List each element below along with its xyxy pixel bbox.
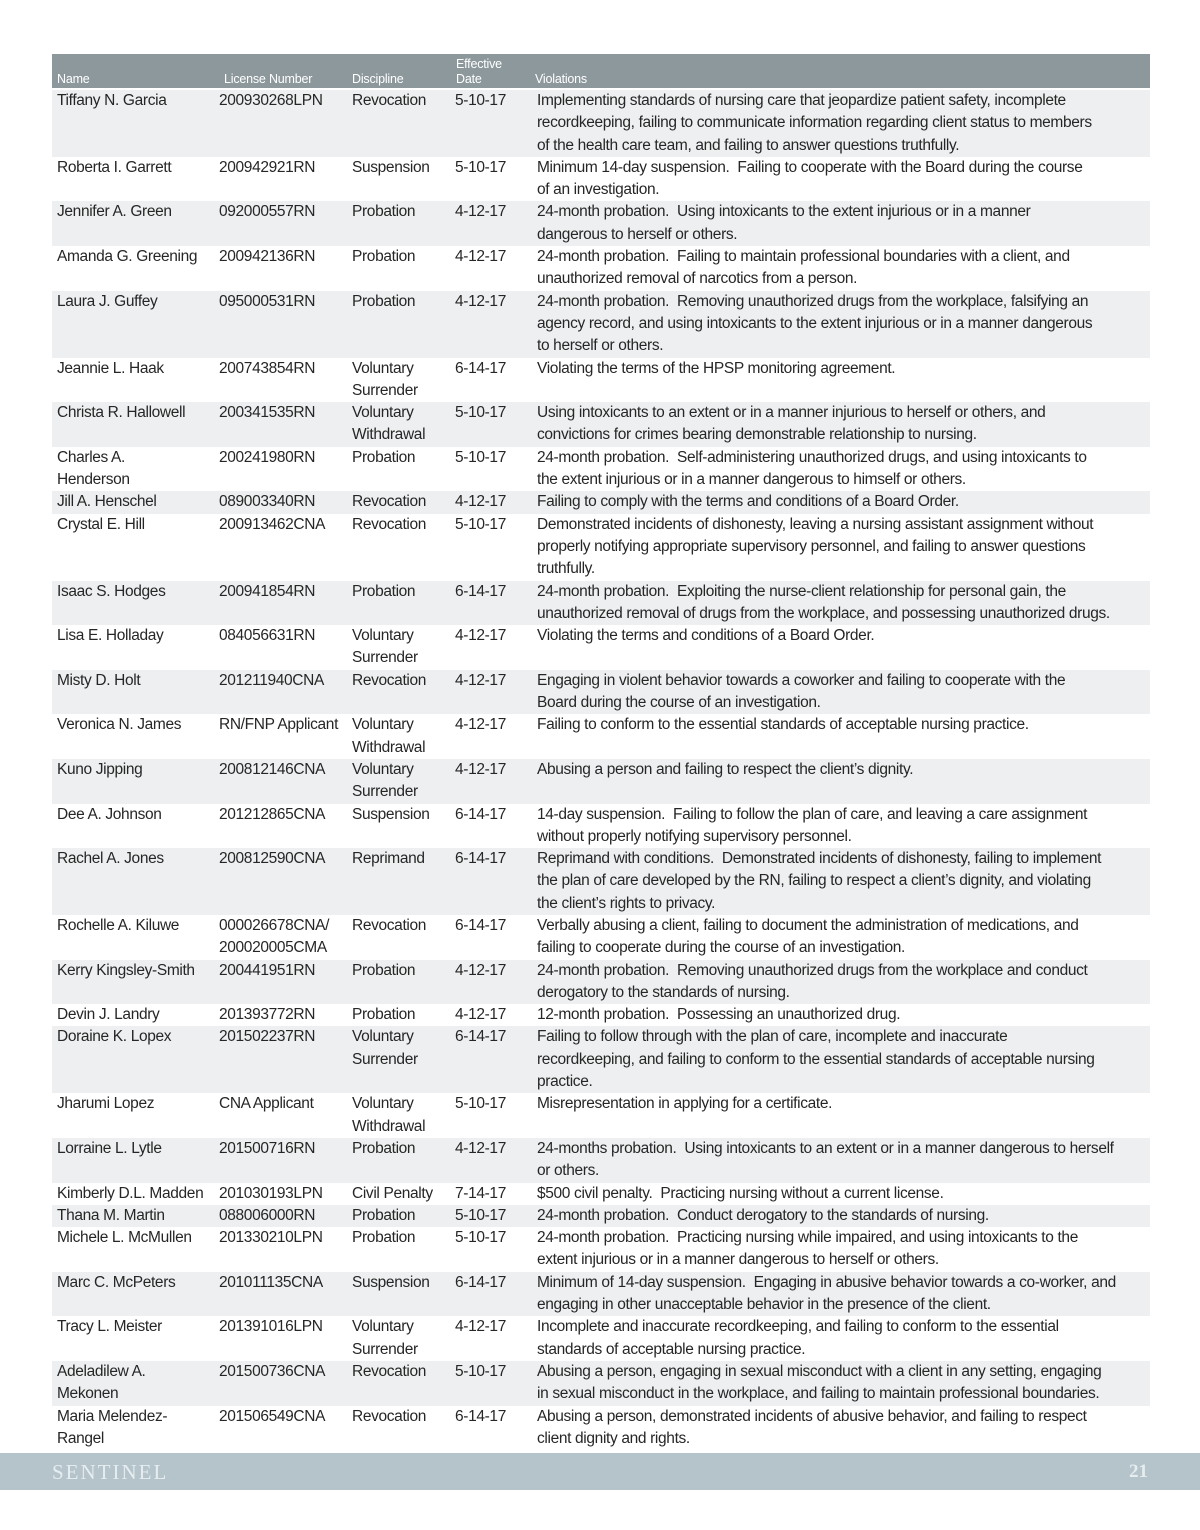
license-holder-name: Rachel A. Jones bbox=[57, 850, 164, 868]
discipline: Revocation bbox=[352, 916, 427, 934]
effective-date: 4-12-17 bbox=[455, 961, 506, 979]
violations: 24-month probation. Failing to maintain professional boundaries with a client, and unauthorized removal of narcotics from a person. bbox=[537, 248, 1070, 288]
discipline: Voluntary Surrender bbox=[352, 1028, 418, 1068]
page-number: 21 bbox=[1129, 1461, 1148, 1482]
effective-date: 6-14-17 bbox=[455, 582, 506, 600]
effective-date: 4-12-17 bbox=[455, 1318, 506, 1336]
table-body bbox=[52, 90, 1150, 1450]
license-number: 089003340RN bbox=[219, 493, 316, 511]
effective-date: 5-10-17 bbox=[455, 1362, 506, 1380]
license-holder-name: Doraine K. Lopex bbox=[57, 1028, 172, 1046]
license-number: 200941854RN bbox=[219, 582, 316, 600]
table-row bbox=[52, 714, 1150, 759]
table-row bbox=[52, 625, 1150, 670]
effective-date: 4-12-17 bbox=[455, 203, 506, 221]
license-number: 201500716RN bbox=[219, 1139, 316, 1157]
discipline: Probation bbox=[352, 961, 416, 979]
publication-name: SENTINEL bbox=[52, 1460, 169, 1484]
license-holder-name: Lisa E. Holladay bbox=[57, 627, 164, 645]
violations: Violating the terms of the HPSP monitoring agreement. bbox=[537, 359, 896, 377]
license-holder-name: Lorraine L. Lytle bbox=[57, 1139, 162, 1157]
license-holder-name: Jeannie L. Haak bbox=[57, 359, 164, 377]
license-number: 200743854RN bbox=[219, 359, 316, 377]
table-row bbox=[52, 1026, 1150, 1093]
discipline: Voluntary Surrender bbox=[352, 760, 418, 801]
license-holder-name: Jennifer A. Green bbox=[57, 203, 172, 221]
license-holder-name: Kerry Kingsley-Smith bbox=[57, 961, 195, 979]
license-number: 095000531RN bbox=[219, 292, 316, 310]
violations: Reprimand with conditions. Demonstrated incidents of dishonesty, failing to implement the plan of care developed by the RN, failing to respect a client’s dignity, and violating the client’s rights to privacy. bbox=[537, 850, 1102, 912]
effective-date: 6-14-17 bbox=[455, 850, 506, 868]
discipline: Reprimand bbox=[352, 850, 425, 868]
discipline: Probation bbox=[352, 1206, 416, 1224]
discipline: Probation bbox=[352, 1229, 416, 1247]
violations: Failing to follow through with the plan of care, incomplete and inaccurate recordkeeping, and failing to conform to the essential standards of acceptable nursing practice. bbox=[537, 1028, 1095, 1091]
table-header bbox=[52, 54, 1150, 88]
discipline: Probation bbox=[352, 203, 416, 221]
violations: Using intoxicants to an extent or in a manner injurious to herself or others, and convictions for crimes bearing demonstrable relationship to nursing. bbox=[537, 404, 1046, 444]
violations: 24-month probation. Removing unauthorized drugs from the workplace, falsifying an agency record, and using intoxicants to the extent injurious or in a manner dangerous to herself or others. bbox=[537, 292, 1093, 355]
table-row bbox=[52, 1205, 1150, 1227]
license-number: 200930268LPN bbox=[219, 92, 323, 109]
effective-date: 6-14-17 bbox=[455, 1407, 506, 1425]
license-number: 000026678CNA/ 200020005CMA bbox=[219, 916, 330, 957]
violations: Failing to conform to the essential standards of acceptable nursing practice. bbox=[537, 716, 1029, 734]
license-number: 200812590CNA bbox=[219, 850, 326, 868]
violations: 24-month probation. Removing unauthorized drugs from the workplace and conduct derogatory to the standards of nursing. bbox=[537, 961, 1088, 1001]
license-number: RN/FNP Applicant bbox=[219, 716, 339, 734]
license-holder-name: Jill A. Henschel bbox=[57, 493, 157, 511]
effective-date: 7-14-17 bbox=[455, 1184, 506, 1202]
discipline: Revocation bbox=[352, 1407, 427, 1425]
footer-band bbox=[0, 1453, 1200, 1490]
license-number: 200341535RN bbox=[219, 404, 316, 422]
table-row bbox=[52, 491, 1150, 513]
license-holder-name: Roberta I. Garrett bbox=[57, 158, 172, 176]
table-row bbox=[52, 915, 1150, 960]
discipline-table bbox=[52, 54, 1150, 1450]
discipline: Revocation bbox=[352, 493, 427, 511]
license-holder-name: Marc C. McPeters bbox=[57, 1273, 176, 1291]
effective-date: 4-12-17 bbox=[455, 292, 506, 310]
table-row bbox=[52, 759, 1150, 804]
license-number: 201211940CNA bbox=[219, 671, 324, 689]
table-row bbox=[52, 1138, 1150, 1183]
license-holder-name: Adeladilew A. Mekonen bbox=[57, 1362, 146, 1403]
license-number: 200441951RN bbox=[219, 961, 316, 979]
license-number: 200942921RN bbox=[219, 158, 316, 176]
license-number: 201212865CNA bbox=[219, 805, 326, 823]
table-row bbox=[52, 1093, 1150, 1138]
violations: Engaging in violent behavior towards a coworker and failing to cooperate with the Board during the course of an investigation. bbox=[537, 671, 1066, 712]
license-number: CNA Applicant bbox=[219, 1095, 314, 1113]
license-number: 201030193LPN bbox=[219, 1184, 323, 1202]
effective-date: 5-10-17 bbox=[455, 1206, 506, 1224]
column-header-violations: Violations bbox=[535, 71, 587, 86]
violations: Minimum 14-day suspension. Failing to cooperate with the Board during the course of an investigation. bbox=[537, 158, 1083, 199]
effective-date: 6-14-17 bbox=[455, 916, 506, 934]
license-number: 201330210LPN bbox=[219, 1229, 323, 1247]
license-holder-name: Tracy L. Meister bbox=[57, 1318, 162, 1336]
discipline: Revocation bbox=[352, 1362, 427, 1380]
discipline: Probation bbox=[352, 582, 416, 600]
license-holder-name: Misty D. Holt bbox=[57, 671, 141, 689]
column-header-license-number: License Number bbox=[224, 71, 313, 86]
table-row bbox=[52, 1406, 1150, 1451]
table-row bbox=[52, 960, 1150, 1005]
discipline: Voluntary Withdrawal bbox=[352, 404, 426, 444]
license-holder-name: Tiffany N. Garcia bbox=[57, 92, 167, 109]
discipline: Revocation bbox=[352, 671, 427, 689]
effective-date: 6-14-17 bbox=[455, 1028, 506, 1046]
violations: 14-day suspension. Failing to follow the plan of care, and leaving a care assignment without properly notifying supervisory personnel. bbox=[537, 805, 1088, 845]
violations: Failing to comply with the terms and conditions of a Board Order. bbox=[537, 493, 959, 511]
table-row bbox=[52, 1227, 1150, 1272]
license-holder-name: Devin J. Landry bbox=[57, 1006, 160, 1024]
table-row bbox=[52, 90, 1150, 157]
violations: 24-month probation. Exploiting the nurse-client relationship for personal gain, the unauthorized removal of drugs from the workplace, and possessing unauthorized drugs. bbox=[537, 582, 1110, 622]
discipline: Voluntary Surrender bbox=[352, 359, 418, 399]
license-holder-name: Amanda G. Greening bbox=[57, 248, 198, 266]
license-number: 201500736CNA bbox=[219, 1362, 326, 1380]
license-number: 200812146CNA bbox=[219, 760, 326, 778]
table-row bbox=[52, 670, 1150, 715]
table-row bbox=[52, 804, 1150, 849]
license-number: 201011135CNA bbox=[219, 1273, 323, 1291]
discipline: Probation bbox=[352, 1139, 416, 1157]
license-number: 201393772RN bbox=[219, 1006, 316, 1024]
violations: $500 civil penalty. Practicing nursing without a current license. bbox=[537, 1184, 944, 1202]
table-row bbox=[52, 848, 1150, 915]
table-row bbox=[52, 1272, 1150, 1317]
table-row bbox=[52, 291, 1150, 358]
effective-date: 5-10-17 bbox=[455, 1095, 506, 1113]
discipline: Voluntary Withdrawal bbox=[352, 716, 426, 756]
effective-date: 4-12-17 bbox=[455, 493, 506, 511]
discipline: Suspension bbox=[352, 1273, 430, 1291]
license-number: 200241980RN bbox=[219, 448, 316, 466]
license-holder-name: Isaac S. Hodges bbox=[57, 582, 166, 600]
license-holder-name: Rochelle A. Kiluwe bbox=[57, 916, 180, 934]
table-row bbox=[52, 447, 1150, 492]
table-row bbox=[52, 201, 1150, 246]
discipline: Civil Penalty bbox=[352, 1184, 433, 1202]
discipline: Suspension bbox=[352, 158, 430, 176]
license-holder-name: Thana M. Martin bbox=[57, 1206, 165, 1224]
license-holder-name: Jharumi Lopez bbox=[57, 1095, 155, 1113]
column-header-effective-date: Effective Date bbox=[456, 57, 502, 86]
effective-date: 6-14-17 bbox=[455, 805, 506, 823]
table-row bbox=[52, 358, 1150, 403]
license-holder-name: Laura J. Guffey bbox=[57, 292, 158, 310]
violations: 12-month probation. Possessing an unauthorized drug. bbox=[537, 1006, 901, 1024]
effective-date: 6-14-17 bbox=[455, 1273, 506, 1291]
license-holder-name: Dee A. Johnson bbox=[57, 805, 162, 823]
discipline: Probation bbox=[352, 448, 416, 466]
discipline: Probation bbox=[352, 248, 416, 266]
license-number: 092000557RN bbox=[219, 203, 316, 221]
effective-date: 4-12-17 bbox=[455, 760, 506, 778]
effective-date: 4-12-17 bbox=[455, 627, 506, 645]
license-holder-name: Kimberly D.L. Madden bbox=[57, 1184, 204, 1202]
discipline: Voluntary Surrender bbox=[352, 627, 418, 667]
effective-date: 4-12-17 bbox=[455, 716, 506, 734]
license-holder-name: Michele L. McMullen bbox=[57, 1229, 192, 1247]
effective-date: 5-10-17 bbox=[455, 158, 506, 176]
violations: 24-months probation. Using intoxicants to an extent or in a manner dangerous to herself or others. bbox=[537, 1139, 1114, 1180]
discipline: Revocation bbox=[352, 515, 427, 533]
license-holder-name: Christa R. Hallowell bbox=[57, 404, 186, 422]
table-row bbox=[52, 246, 1150, 291]
license-number: 088006000RN bbox=[219, 1206, 316, 1224]
license-number: 200913462CNA bbox=[219, 515, 326, 533]
violations: 24-month probation. Using intoxicants to the extent injurious or in a manner dangerous to herself or others. bbox=[537, 203, 1031, 243]
license-holder-name: Charles A. Henderson bbox=[57, 448, 130, 489]
table-row bbox=[52, 1004, 1150, 1026]
violations: Violating the terms and conditions of a Board Order. bbox=[537, 627, 875, 645]
violations: 24-month probation. Self-administering unauthorized drugs, and using intoxicants to the extent injurious or in a manner dangerous to himself or others. bbox=[537, 448, 1087, 489]
discipline: Voluntary Withdrawal bbox=[352, 1095, 426, 1135]
effective-date: 6-14-17 bbox=[455, 359, 506, 377]
effective-date: 5-10-17 bbox=[455, 92, 506, 109]
violations: Verbally abusing a client, failing to document the administration of medications, and failing to cooperate during the course of an investigation. bbox=[537, 916, 1079, 957]
table-row bbox=[52, 1183, 1150, 1205]
license-number: 201506549CNA bbox=[219, 1407, 326, 1425]
effective-date: 4-12-17 bbox=[455, 1006, 506, 1024]
effective-date: 4-12-17 bbox=[455, 671, 506, 689]
license-number: 200942136RN bbox=[219, 248, 316, 266]
discipline: Suspension bbox=[352, 805, 430, 823]
violations: 24-month probation. Practicing nursing while impaired, and using intoxicants to the extent injurious or in a manner dangerous to herself or others. bbox=[537, 1229, 1078, 1269]
license-holder-name: Maria Melendez- Rangel bbox=[57, 1407, 168, 1447]
effective-date: 5-10-17 bbox=[455, 515, 506, 533]
effective-date: 5-10-17 bbox=[455, 448, 506, 466]
discipline: Probation bbox=[352, 1006, 416, 1024]
effective-date: 4-12-17 bbox=[455, 248, 506, 266]
discipline: Voluntary Surrender bbox=[352, 1318, 418, 1358]
discipline: Revocation bbox=[352, 92, 427, 109]
license-number: 084056631RN bbox=[219, 627, 316, 645]
violations: 24-month probation. Conduct derogatory to the standards of nursing. bbox=[537, 1206, 989, 1224]
violations: Incomplete and inaccurate recordkeeping, and failing to conform to the essential standards of acceptable nursing practice. bbox=[537, 1318, 1059, 1358]
table-row bbox=[52, 581, 1150, 626]
table-row bbox=[52, 1361, 1150, 1406]
violations: Implementing standards of nursing care that jeopardize patient safety, incomplete recordkeeping, failing to communicate information regarding client status to members of the health care team, and failing to answer questions truthfully. bbox=[537, 92, 1092, 154]
violations: Demonstrated incidents of dishonesty, leaving a nursing assistant assignment without properly notifying appropriate supervisory personnel, and failing to answer questions truthfully. bbox=[537, 515, 1094, 578]
column-header-name: Name bbox=[57, 71, 90, 86]
effective-date: 5-10-17 bbox=[455, 1229, 506, 1247]
license-number: 201391016LPN bbox=[219, 1318, 323, 1336]
table-row bbox=[52, 402, 1150, 447]
table-row bbox=[52, 514, 1150, 581]
discipline: Probation bbox=[352, 292, 416, 310]
violations: Misrepresentation in applying for a certificate. bbox=[537, 1095, 833, 1113]
violations: Abusing a person and failing to respect the client’s dignity. bbox=[537, 760, 914, 778]
violations: Minimum of 14-day suspension. Engaging in abusive behavior towards a co-worker, and engaging in other unacceptable behavior in the presence of the client. bbox=[537, 1273, 1116, 1314]
table-row bbox=[52, 1316, 1150, 1361]
license-holder-name: Kuno Jipping bbox=[57, 760, 143, 778]
license-holder-name: Veronica N. James bbox=[57, 716, 182, 734]
license-number: 201502237RN bbox=[219, 1028, 316, 1046]
license-holder-name: Crystal E. Hill bbox=[57, 515, 145, 533]
table-row bbox=[52, 157, 1150, 202]
column-header-discipline: Discipline bbox=[352, 71, 404, 86]
effective-date: 5-10-17 bbox=[455, 404, 506, 422]
violations: Abusing a person, engaging in sexual misconduct with a client in any setting, engaging in sexual misconduct in the workplace, and failing to maintain professional boundaries. bbox=[537, 1362, 1102, 1403]
effective-date: 4-12-17 bbox=[455, 1139, 506, 1157]
violations: Abusing a person, demonstrated incidents of abusive behavior, and failing to respect client dignity and rights. bbox=[537, 1407, 1087, 1447]
